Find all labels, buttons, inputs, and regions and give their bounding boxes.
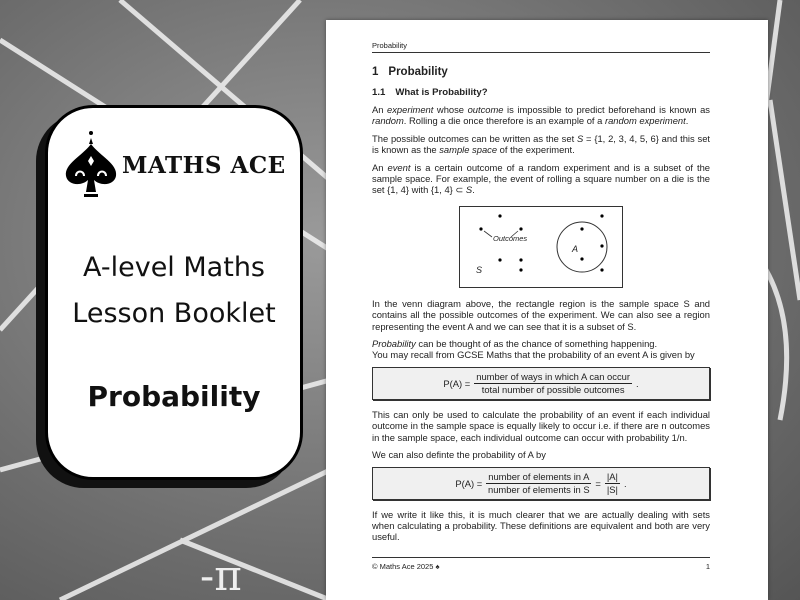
venn-outcomes-label: Outcomes — [492, 233, 527, 243]
chalk-pi-symbol: -π — [200, 551, 242, 600]
subsection-title: What is Probability? — [395, 87, 488, 98]
para-sample-space: The possible outcomes can be written as the set S = {1, 2, 3, 4, 5, 6} and this set is known as the sample space of the experiment. — [372, 132, 711, 156]
para-sets: If we write it like this, it is much clearer that we are actually dealing with sets when calculating a probability. These definitions are equivalent and both are very useful. — [372, 508, 710, 543]
venn-set-a-label: A — [571, 243, 578, 254]
para-venn: In the venn diagram above, the rectangle region is the sample space S and contains all the possible outcomes of the experiment. We can also see a region representing the event A and we can see that it is a subset of S. — [372, 297, 710, 332]
para-define: We can also definte the probability of A by — [372, 449, 546, 461]
brand-name: MATHS ACE — [122, 151, 286, 179]
formula1-fraction — [474, 371, 632, 396]
running-header: Probability — [372, 41, 710, 53]
page-number: 1 — [705, 561, 710, 571]
formula2-lhs: P(A) = — [455, 477, 483, 489]
formula-box-1: P(A) = $\frac{\text{number of ways in which A can occur}}{\text{total number of possible outcomes}}$ . — [372, 367, 710, 400]
formula2-fraction — [486, 471, 591, 496]
venn-diagram — [459, 206, 624, 289]
para-equally-likely: This can only be used to calculate the probability of an event if each individual outcome in the sample space is equally likely to occur i.e. if there are n outcomes in the sample space, each individual outcome can occur with probability 1/n. — [372, 408, 710, 443]
formula1-denominator: total number of possible outcomes — [481, 383, 625, 395]
section-number: 1 — [372, 66, 379, 78]
spade-icon — [62, 130, 120, 200]
formula1-lhs: P(A) = — [443, 377, 471, 389]
document-body — [372, 41, 710, 571]
subsection-heading — [372, 87, 710, 98]
section-title: Probability — [388, 66, 448, 78]
cover-title-line2: Lesson Booklet — [72, 298, 276, 329]
para-probability: Probability can be thought of as the chance of something happening. — [372, 338, 658, 350]
cover-card — [45, 105, 303, 480]
para-recall: You may recall from GCSE Maths that the probability of an event A is given by — [372, 349, 695, 361]
section-heading — [372, 66, 710, 78]
formula2-den2: |S| — [606, 483, 618, 495]
page-footer — [372, 557, 710, 571]
venn-s-label: S — [475, 264, 482, 275]
subsection-number: 1.1 — [372, 87, 386, 98]
formula1-numerator: number of ways in which A can occur — [476, 370, 630, 382]
brand-logo — [62, 130, 286, 200]
footer-copyright: © Maths Ace 2025 ♠ — [372, 561, 440, 571]
para-experiment: An experiment whose outcome is impossible to predict beforehand is known as random. Rolling a die once therefore is an example of a random experiment. — [372, 104, 710, 127]
cover-subject: Probability — [87, 380, 261, 413]
document-page — [326, 20, 768, 600]
formula2-equals: = — [595, 477, 601, 489]
formula2-numerator: number of elements in A — [488, 470, 590, 482]
formula2-num2: |A| — [606, 470, 618, 482]
formula2-denominator: number of elements in S — [487, 483, 590, 495]
cover-title-line1: A-level Maths — [82, 252, 265, 283]
para-event: An event is a certain outcome of a random experiment and is a subset of the sample space. For example, the event of rolling a square number on a die is the set {1, 4} with {1, 4} ⊂ S. — [372, 161, 710, 196]
formula-box-2: P(A) = $\frac{\text{number of elements in A}}{\text{number of elements in S}}$ = $\frac{|A|}{|S|}$ . — [372, 467, 710, 500]
formula2-set-fraction — [605, 471, 620, 496]
